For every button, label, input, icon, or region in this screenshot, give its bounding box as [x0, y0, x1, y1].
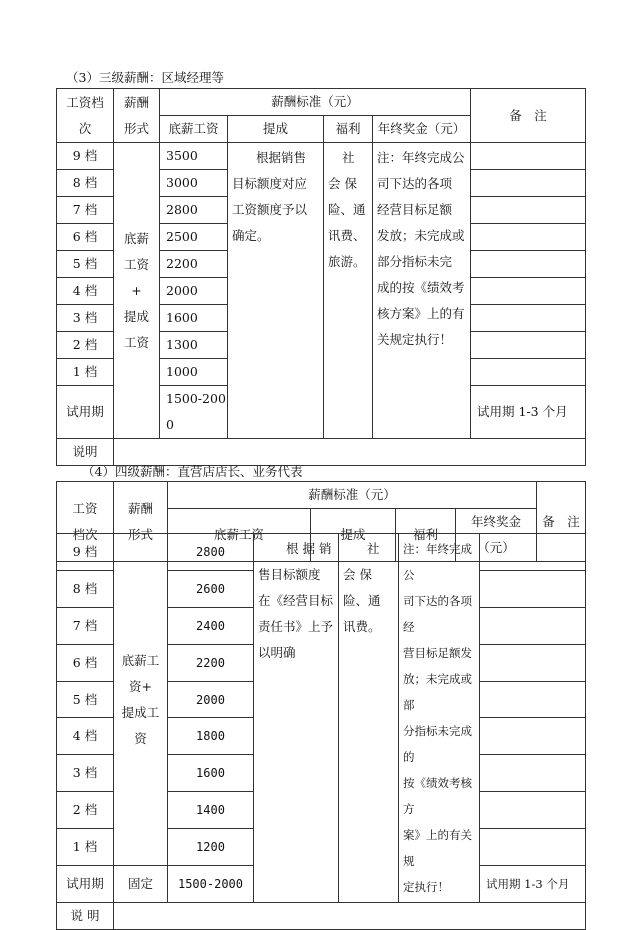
level-cell: 7 档 — [57, 197, 114, 224]
section4-salary-body — [56, 533, 586, 930]
probation-base: 1500-2000 — [168, 866, 254, 903]
commission-desc: 根 据 销 售目标额度 在《经营目标 责任书》上予 以明确 — [254, 534, 339, 903]
remark-cell — [480, 534, 586, 571]
remark-cell — [471, 359, 586, 386]
base-cell: 3000 — [160, 170, 228, 197]
header-commission: 提成 — [311, 509, 396, 562]
base-cell: 2400 — [168, 607, 254, 644]
level-cell: 7 档 — [57, 607, 114, 644]
base-cell: 2000 — [160, 278, 228, 305]
level-cell: 5 档 — [57, 251, 114, 278]
base-cell: 1200 — [168, 829, 254, 866]
header-standard: 薪酬标准（元） — [168, 482, 537, 509]
remark-cell — [471, 197, 586, 224]
header-bonus: 年终奖金（元） — [373, 116, 471, 143]
level-cell: 4 档 — [57, 718, 114, 755]
base-cell: 1000 — [160, 359, 228, 386]
level-cell: 5 档 — [57, 681, 114, 718]
form-cell: 底薪 工资 + 提成 工资 — [114, 143, 160, 439]
header-form: 薪酬 形式 — [114, 482, 168, 562]
base-cell: 1600 — [160, 305, 228, 332]
header-bonus: 年终奖金（元） — [456, 509, 537, 562]
section3-title: （3）三级薪酬：区域经理等 — [66, 70, 224, 85]
header-welfare: 福利 — [396, 509, 456, 562]
bonus-desc: 注：年终完成公 司下达的各项经 营目标足额发 放；未完成或部 分指标未完成的 按《绩效考核方 案》上的有关规 定执行！ — [399, 534, 480, 903]
base-cell: 1400 — [168, 792, 254, 829]
header-remark: 备 注 — [471, 89, 586, 143]
header-standard: 薪酬标准（元） — [160, 89, 471, 116]
base-cell: 1300 — [160, 332, 228, 359]
remark-cell — [480, 607, 586, 644]
probation-remark: 试用期 1-3 个月 — [471, 386, 586, 439]
remark-cell — [471, 278, 586, 305]
level-cell: 3 档 — [57, 755, 114, 792]
note-label: 说明 — [57, 439, 114, 466]
remark-cell — [480, 755, 586, 792]
section3-salary-table — [56, 88, 586, 466]
remark-cell — [480, 681, 586, 718]
header-level: 工资档 次 — [57, 89, 114, 143]
note-content — [114, 903, 586, 930]
header-level: 工资 档次 — [57, 482, 114, 562]
remark-cell — [480, 792, 586, 829]
remark-cell — [480, 644, 586, 681]
remark-cell — [471, 251, 586, 278]
level-cell: 9 档 — [57, 143, 114, 170]
base-cell: 2600 — [168, 570, 254, 607]
header-base: 底薪工资 — [160, 116, 228, 143]
level-cell: 9 档 — [57, 534, 114, 571]
level-cell: 1 档 — [57, 359, 114, 386]
base-cell: 2200 — [168, 644, 254, 681]
base-cell: 2500 — [160, 224, 228, 251]
commission-desc: 根据销售 目标额度对应 工资额度予以 确定。 — [228, 143, 324, 439]
bonus-desc: 注：年终完成公 司下达的各项 经营目标足额 发放；未完成或 部分指标未完 成的按《绩效考 核方案》上的有 关规定执行！ — [373, 143, 471, 439]
remark-cell — [480, 570, 586, 607]
level-cell: 4 档 — [57, 278, 114, 305]
level-cell: 1 档 — [57, 829, 114, 866]
form-cell: 底薪工 资+ 提成工 资 — [114, 534, 168, 866]
header-remark: 备 注 — [537, 482, 586, 562]
base-cell: 2000 — [168, 681, 254, 718]
base-cell: 2200 — [160, 251, 228, 278]
remark-cell — [471, 143, 586, 170]
remark-cell — [480, 829, 586, 866]
remark-cell — [471, 224, 586, 251]
header-welfare: 福利 — [324, 116, 373, 143]
level-cell: 3 档 — [57, 305, 114, 332]
remark-cell — [480, 718, 586, 755]
probation-form: 固定 — [114, 866, 168, 903]
base-cell: 1800 — [168, 718, 254, 755]
note-label: 说 明 — [57, 903, 114, 930]
base-cell: 2800 — [160, 197, 228, 224]
header-commission: 提成 — [228, 116, 324, 143]
base-cell: 1600 — [168, 755, 254, 792]
remark-cell — [471, 170, 586, 197]
header-form: 薪酬 形式 — [114, 89, 160, 143]
level-cell: 2 档 — [57, 332, 114, 359]
header-base: 底薪工资 — [168, 509, 311, 562]
level-cell: 8 档 — [57, 170, 114, 197]
probation-label: 试用期 — [57, 866, 114, 903]
level-cell: 6 档 — [57, 644, 114, 681]
remark-cell — [471, 305, 586, 332]
welfare-desc: 社 会 保 险、通 讯费、 旅游。 — [324, 143, 373, 439]
base-cell: 2800 — [168, 534, 254, 571]
level-cell: 8 档 — [57, 570, 114, 607]
remark-cell — [471, 332, 586, 359]
level-cell: 2 档 — [57, 792, 114, 829]
probation-remark: 试用期 1-3 个月 — [480, 866, 586, 903]
section4-title: （4）四级薪酬：直营店店长、业务代表 — [82, 464, 303, 479]
probation-base: 1500-200 0 — [160, 386, 228, 439]
base-cell: 3500 — [160, 143, 228, 170]
welfare-desc: 社 会 保 险、通 讯费。 — [339, 534, 399, 903]
level-cell: 6 档 — [57, 224, 114, 251]
probation-label: 试用期 — [57, 386, 114, 439]
